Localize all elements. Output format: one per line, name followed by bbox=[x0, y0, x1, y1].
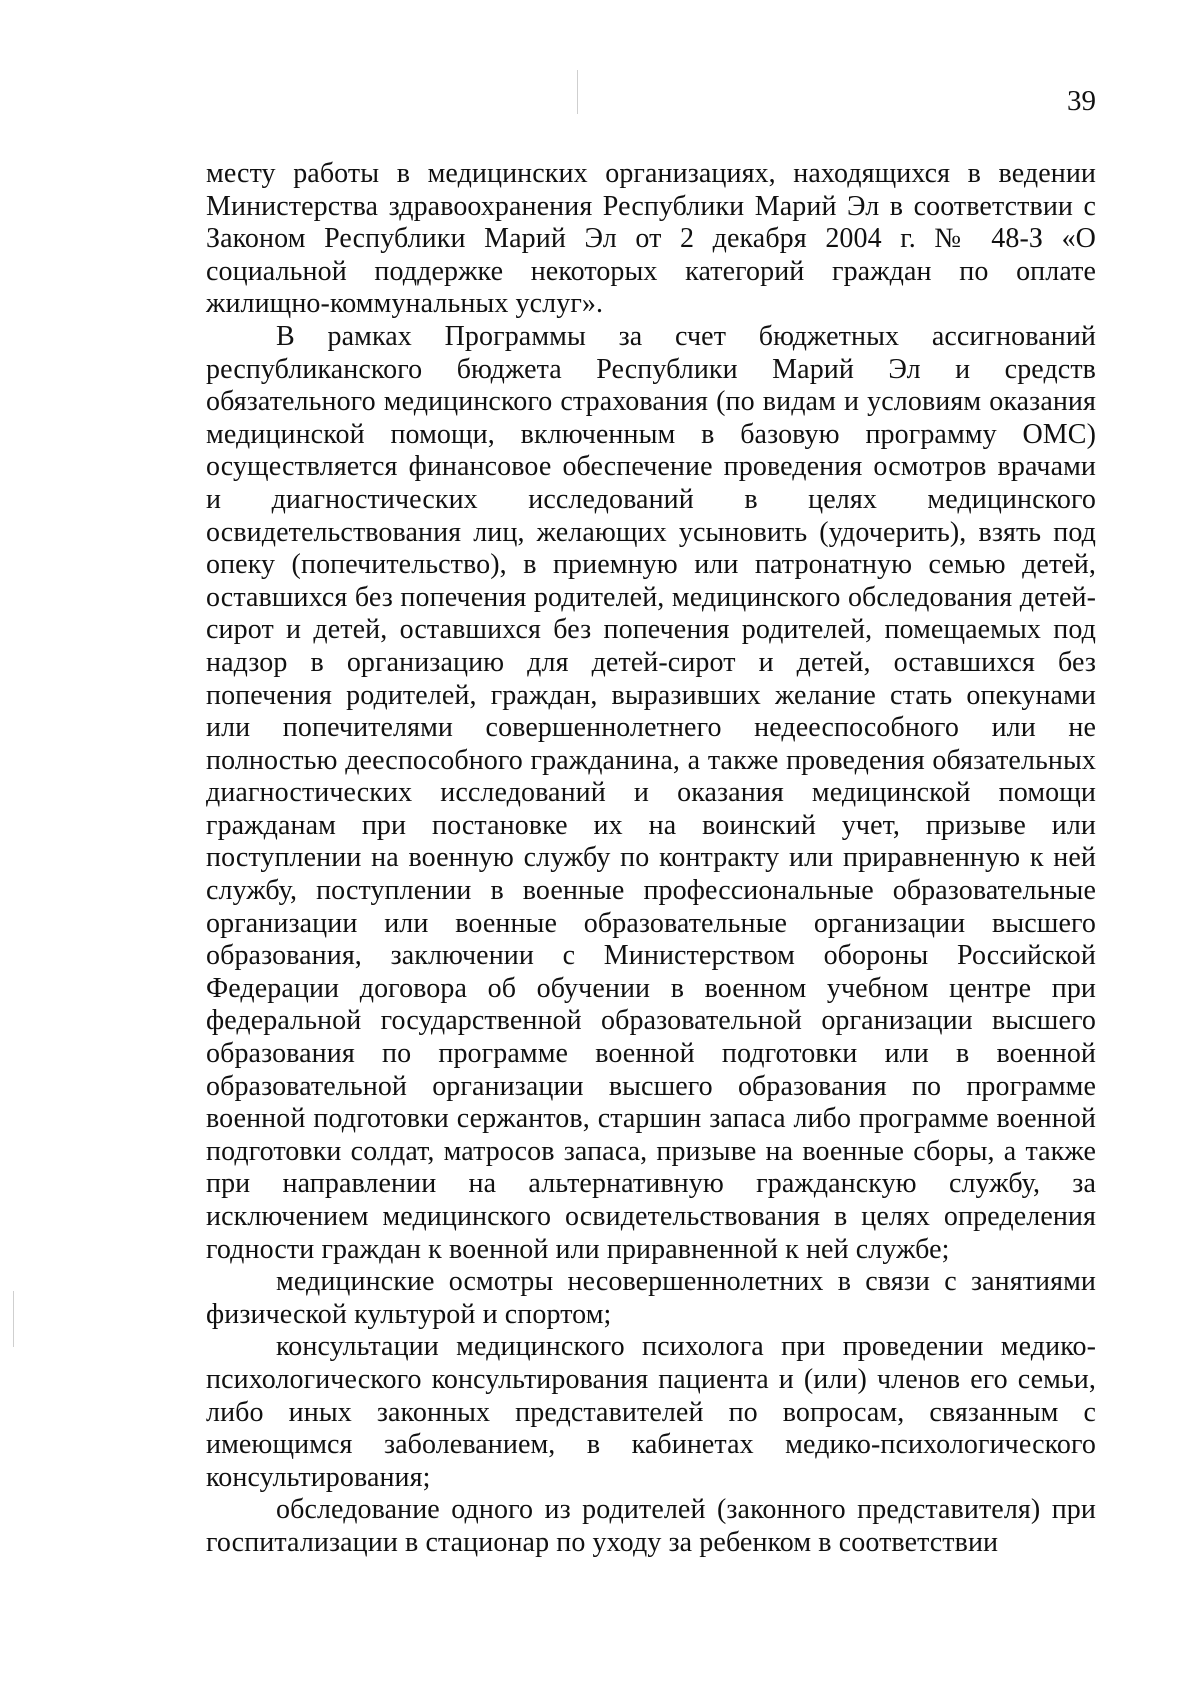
paragraph-continuation: месту работы в медицинских организациях, находящихся в ведении Министерства здравоохранения Республики Марий Эл в соответствии с Законом Республики Марий Эл от 2 декабря 2004 г. № 48-З «О социальной поддержке некоторых категорий граждан по оплате жилищно-коммунальных услуг». bbox=[206, 158, 1096, 320]
paragraph-psychologist-consultations: консультации медицинского психолога при проведении медико-психологического консультирования пациента и (или) членов его семьи, либо иных законных представителей по вопросам, связанным с имеющимся заболеванием, в кабинетах медико-психологического консультирования; bbox=[206, 1331, 1096, 1493]
scan-artifact-top bbox=[577, 70, 578, 114]
paragraph-parent-examination: обследование одного из родителей (законного представителя) при госпитализации в стационар по уходу за ребенком в соответствии bbox=[206, 1494, 1096, 1558]
scan-artifact-left bbox=[13, 1291, 14, 1347]
paragraph-program-financing: В рамках Программы за счет бюджетных ассигнований республиканского бюджета Республики Марий Эл и средств обязательного медицинского страхования (по видам и условиям оказания медицинской помощи, включенным в базовую программу ОМС) осуществляется финансовое обеспечение проведения осмотров врачами и диагностических исследований в целях медицинского освидетельствования лиц, желающих усыновить (удочерить), взять под опеку (попечительство), в приемную или патронатную семью детей, оставшихся без попечения родителей, медицинского обследования детей-сирот и детей, оставшихся без попечения родителей, помещаемых под надзор в организацию для детей-сирот и детей, оставшихся без попечения родителей, граждан, выразивших желание стать опекунами или попечителями совершеннолетнего недееспособного или не полностью дееспособного гражданина, а также проведения обязательных диагностических исследований и оказания медицинской помощи гражданам при постановке их на воинский учет, призыве или поступлении на военную службу по контракту или приравненную к ней службу, поступлении в военные профессиональные образовательные организации или военные образовательные организации высшего образования, заключении с Министерством обороны Российской Федерации договора об обучении в военном учебном центре при федеральной государственной образовательной организации высшего образования по программе военной подготовки или в военной образовательной организации высшего образования по программе военной подготовки сержантов, старшин запаса либо программе военной подготовки солдат, матросов запаса, призыве на военные сборы, а также при направлении на альтернативную гражданскую службу, за исключением медицинского освидетельствования в целях определения годности граждан к военной или приравненной к ней службе; bbox=[206, 320, 1096, 1265]
page-number: 39 bbox=[1067, 85, 1096, 117]
document-body bbox=[206, 158, 1096, 1560]
paragraph-minor-sports-exams: медицинские осмотры несовершеннолетних в связи с занятиями физической культурой и спортом; bbox=[206, 1266, 1096, 1330]
